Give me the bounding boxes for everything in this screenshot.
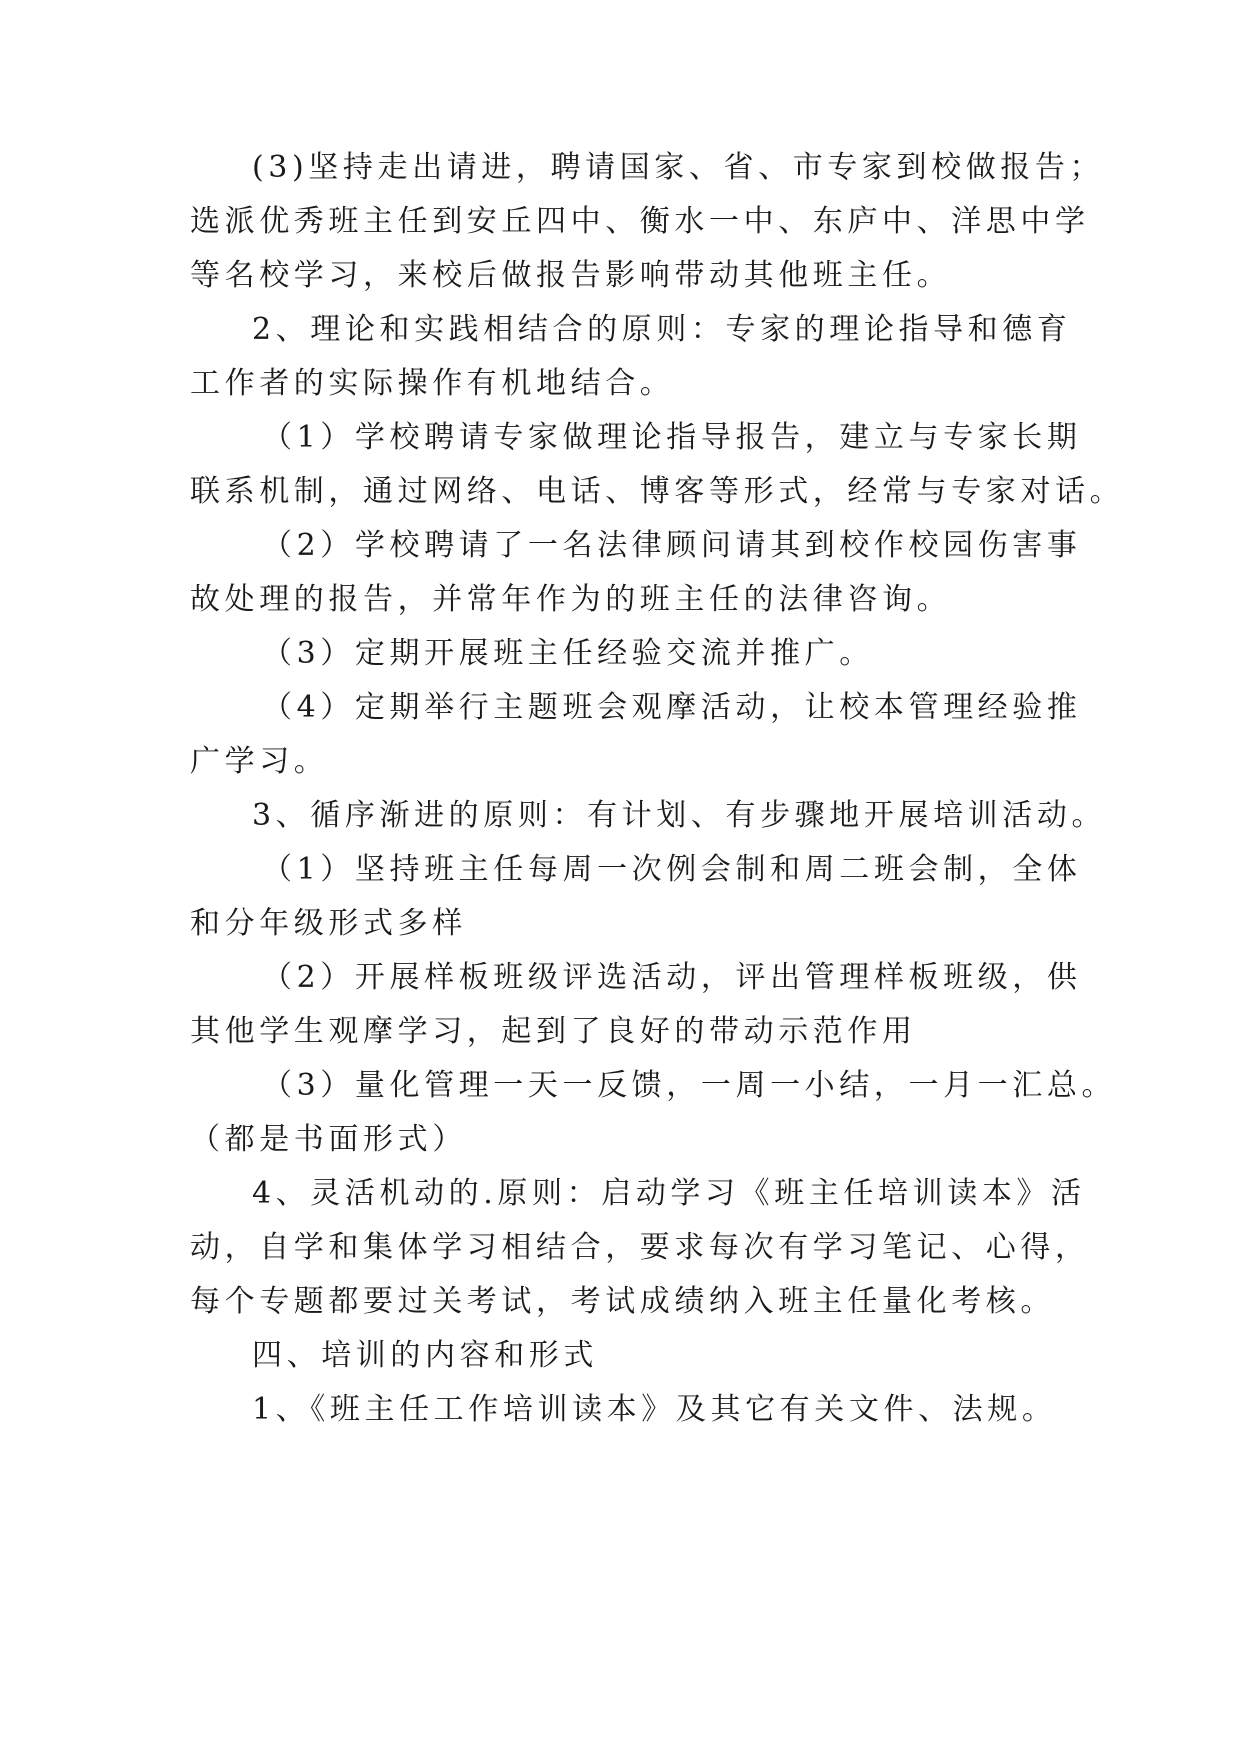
paragraph-line-1: (3)坚持走出请进，聘请国家、省、市专家到校做报告；	[252, 150, 1105, 185]
section-heading-principle-3: 3、循序渐进的原则：有计划、有步骤地开展培训活动。	[252, 798, 1107, 833]
paragraph-line-5: 工作者的实际操作有机地结合。	[190, 366, 675, 401]
list-item-4: （4）定期举行主题班会观摩活动，让校本管理经验推	[262, 690, 1082, 725]
list-item-7: （3）量化管理一天一反馈，一周一小结，一月一汇总。	[262, 1068, 1117, 1103]
paragraph-line-21: 动，自学和集体学习相结合，要求每次有学习笔记、心得，	[190, 1230, 1090, 1265]
paragraph-line-7: 联系机制，通过网络、电话、博客等形式，经常与专家对话。	[190, 474, 1125, 509]
list-item-3: （3）定期开展班主任经验交流并推广。	[262, 636, 874, 671]
paragraph-line-2: 选派优秀班主任到安丘四中、衡水一中、东庐中、洋思中学	[190, 204, 1090, 239]
section-heading-principle-4: 4、灵活机动的.原则：启动学习《班主任培训读本》活	[252, 1176, 1086, 1211]
paragraph-line-15: 和分年级形式多样	[190, 906, 467, 941]
list-item-6: （2）开展样板班级评选活动，评出管理样板班级，供	[262, 960, 1082, 995]
list-item-2: （2）学校聘请了一名法律顾问请其到校作校园伤害事	[262, 528, 1082, 563]
paragraph-line-12: 广学习。	[190, 744, 329, 779]
content-item-1: 1、《班主任工作培训读本》及其它有关文件、法规。	[252, 1392, 1057, 1427]
paragraph-line-22: 每个专题都要过关考试，考试成绩纳入班主任量化考核。	[190, 1284, 1055, 1319]
section-heading-principle-2: 2、理论和实践相结合的原则：专家的理论指导和德育	[252, 312, 1072, 347]
list-item-1: （1）学校聘请专家做理论指导报告，建立与专家长期	[262, 420, 1082, 455]
section-heading-4: 四、培训的内容和形式	[252, 1338, 598, 1373]
paragraph-line-19: （都是书面形式）	[190, 1122, 467, 1157]
paragraph-line-3: 等名校学习，来校后做报告影响带动其他班主任。	[190, 258, 952, 293]
list-item-5: （1）坚持班主任每周一次例会制和周二班会制，全体	[262, 852, 1082, 887]
paragraph-line-9: 故处理的报告，并常年作为的班主任的法律咨询。	[190, 582, 952, 617]
paragraph-line-17: 其他学生观摩学习，起到了良好的带动示范作用	[190, 1014, 917, 1049]
